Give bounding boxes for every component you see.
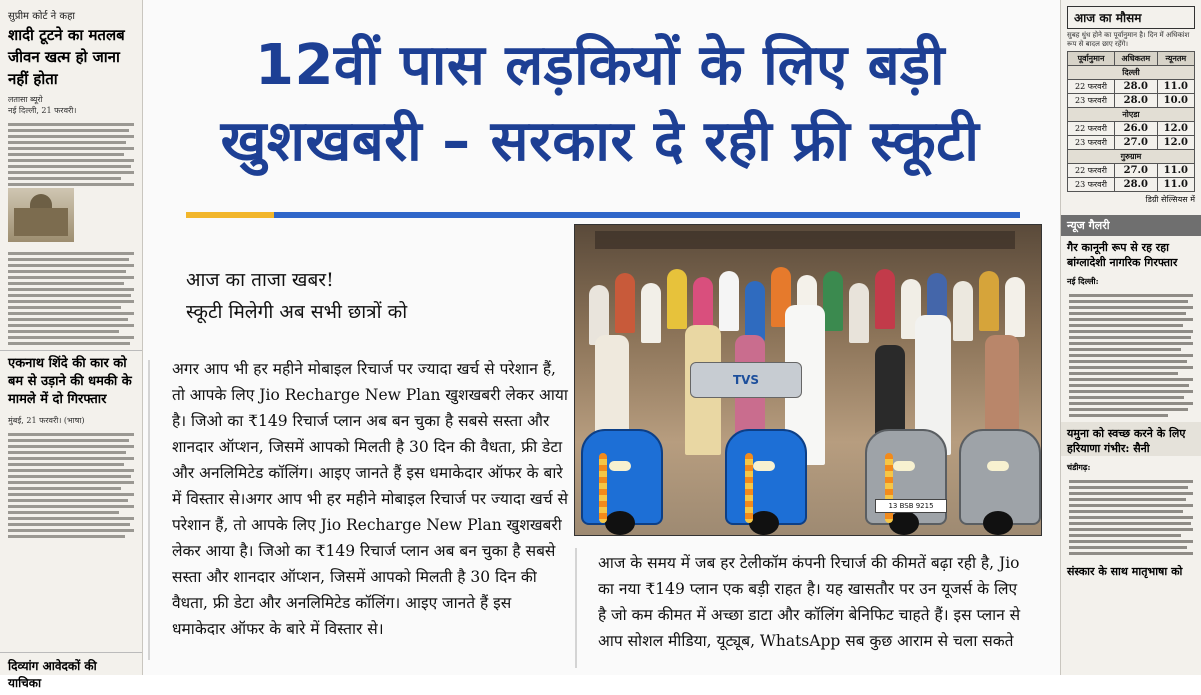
left-headline: शादी टूटने का मतलब जीवन खत्म हो जाना नहीं होता — [8, 26, 125, 88]
weather-city: दिल्ली — [1068, 66, 1195, 80]
weather-unit: डिग्री सेल्सियस में — [1145, 195, 1195, 204]
weather-date: 22 फरवरी — [1068, 80, 1115, 94]
left-story2-byline: मुंबई, 21 फरवरी। (भाषा) — [8, 416, 85, 425]
story3-article-text — [1061, 475, 1201, 560]
weather-date: 23 फरवरी — [1068, 178, 1115, 192]
story3-headline: यमुना को स्वच्छ करने के लिए हरियाणा गंभीर: सैनी — [1061, 422, 1201, 456]
weather-max: 28.0 — [1114, 178, 1157, 192]
weather-header: न्यूनतम — [1157, 52, 1194, 66]
weather-min: 12.0 — [1157, 122, 1194, 136]
title-rule-accent — [186, 212, 274, 218]
scooter-blue-2 — [725, 429, 807, 525]
weather-header: पूर्वानुमान — [1068, 52, 1115, 66]
weather-max: 26.0 — [1114, 122, 1157, 136]
title-rule — [274, 212, 1020, 218]
weather-date: 23 फरवरी — [1068, 94, 1115, 108]
gallery-headline: गैर कानूनी रूप से रह रहा बांग्लादेशी नागरिक गिरफ्तार — [1067, 241, 1178, 269]
column-divider — [148, 360, 150, 660]
left-story2-headline: एकनाथ शिंदे की कार को बम से उड़ाने की धमकी के मामले में दो गिरफ्तार — [0, 350, 142, 413]
weather-city: गुरुग्राम — [1068, 150, 1195, 164]
weather-date: 22 फरवरी — [1068, 122, 1115, 136]
left-newspaper-column — [0, 0, 143, 690]
weather-max: 27.0 — [1114, 136, 1157, 150]
weather-header: अधिकतम — [1114, 52, 1157, 66]
ceremonial-key-icon: TVS — [690, 362, 802, 398]
title-line-2: खुशखबरी – सरकार दे रही फ्री स्कूटी — [220, 109, 980, 174]
right-newspaper-column — [1060, 0, 1201, 675]
body-paragraph-2: आज के समय में जब हर टेलीकॉम कंपनी रिचार्ज की कीमतें बढ़ा रही है, Jio का नया ₹149 प्लान एक बड़ी राहत है। यह खासतौर पर उन यूजर्स के लिए है जो कम कीमत में अच्छा डाटा और कॉलिंग बेनिफिट चाहते हैं। इस प्लान से आप सोशल मीडिया, यूट्यूब, WhatsApp सब कुछ आराम से चला सकते — [598, 554, 1021, 650]
news-box-line-2: स्कूटी मिलेगी अब सभी छात्रों को — [186, 301, 408, 323]
scooty-distribution-photo — [574, 224, 1042, 536]
weather-note: सुबह धुंध होने का पूर्वानुमान है। दिन में अधिकांश रूप से बादल छाए रहेंगे। — [1067, 31, 1190, 48]
weather-min: 11.0 — [1157, 178, 1194, 192]
gallery-article-text — [1061, 289, 1201, 422]
page-title — [150, 28, 1050, 180]
news-box — [186, 264, 558, 324]
left-kicker: सुप्रीम कोर्ट ने कहा — [8, 11, 75, 22]
weather-max: 28.0 — [1114, 80, 1157, 94]
left-story2-text — [0, 428, 142, 543]
weather-min: 11.0 — [1157, 164, 1194, 178]
supreme-court-photo — [8, 188, 74, 242]
weather-table — [1067, 51, 1195, 192]
weather-city: नोएडा — [1068, 108, 1195, 122]
column-divider — [575, 548, 577, 668]
story3-dateline: चंडीगढ़: — [1067, 462, 1091, 472]
right-bottom-headline: संस्कार के साथ मातृभाषा को — [1067, 565, 1183, 578]
news-box-line-1: आज का ताजा खबर! — [186, 269, 334, 291]
left-byline: लतासा ब्यूरो नई दिल्ली, 21 फरवरी। — [8, 95, 77, 115]
weather-max: 27.0 — [1114, 164, 1157, 178]
weather-date: 22 फरवरी — [1068, 164, 1115, 178]
scooter-blue-1 — [581, 429, 663, 525]
title-line-1: 12वीं पास लड़कियों के लिए बड़ी — [254, 33, 946, 98]
weather-min: 12.0 — [1157, 136, 1194, 150]
scooter-grey-2 — [959, 429, 1041, 525]
weather-title: आज का मौसम — [1067, 6, 1195, 29]
left-bottom-headline: दिव्यांग आवेदकों की याचिका — [0, 652, 142, 695]
weather-min: 11.0 — [1157, 80, 1194, 94]
news-gallery-bar: न्यूज गैलरी — [1061, 215, 1201, 236]
number-plate: 13 BSB 9215 — [875, 499, 947, 513]
weather-max: 28.0 — [1114, 94, 1157, 108]
gallery-dateline: नई दिल्ली: — [1067, 276, 1099, 286]
event-banner — [595, 231, 1015, 249]
weather-date: 23 फरवरी — [1068, 136, 1115, 150]
weather-min: 10.0 — [1157, 94, 1194, 108]
body-paragraph-1: अगर आप भी हर महीने मोबाइल रिचार्ज पर ज्यादा खर्च से परेशान हैं, तो आपके लिए Jio Recharge New Plan खुशखबरी लेकर आया है। जिओ का ₹149 रिचार्ज प्लान अब बन चुका है सबसे सस्ता और शानदार ऑप्शन, जिसमें आपको मिलती है 30 दिन की वैधता, फ्री डेटा और अनलिमिटेड कॉलिंग। आइए जानते हैं इस धमाकेदार ऑफर के बारे में विस्तार से।अगर आप भी हर महीने मोबाइल रिचार्ज पर ज्यादा खर्च से परेशान हैं, तो आपके लिए Jio Recharge New Plan खुशखबरी लेकर आया है। जिओ का ₹149 रिचार्ज प्लान अब बन चुका है सबसे सस्ता और शानदार ऑप्शन, जिसमें आपको मिलती है 30 दिन की वैधता, फ्री डेटा और अनलिमिटेड कॉलिंग। आइए जानते हैं इस धमाकेदार ऑफर के बारे में विस्तार से। — [172, 360, 568, 638]
